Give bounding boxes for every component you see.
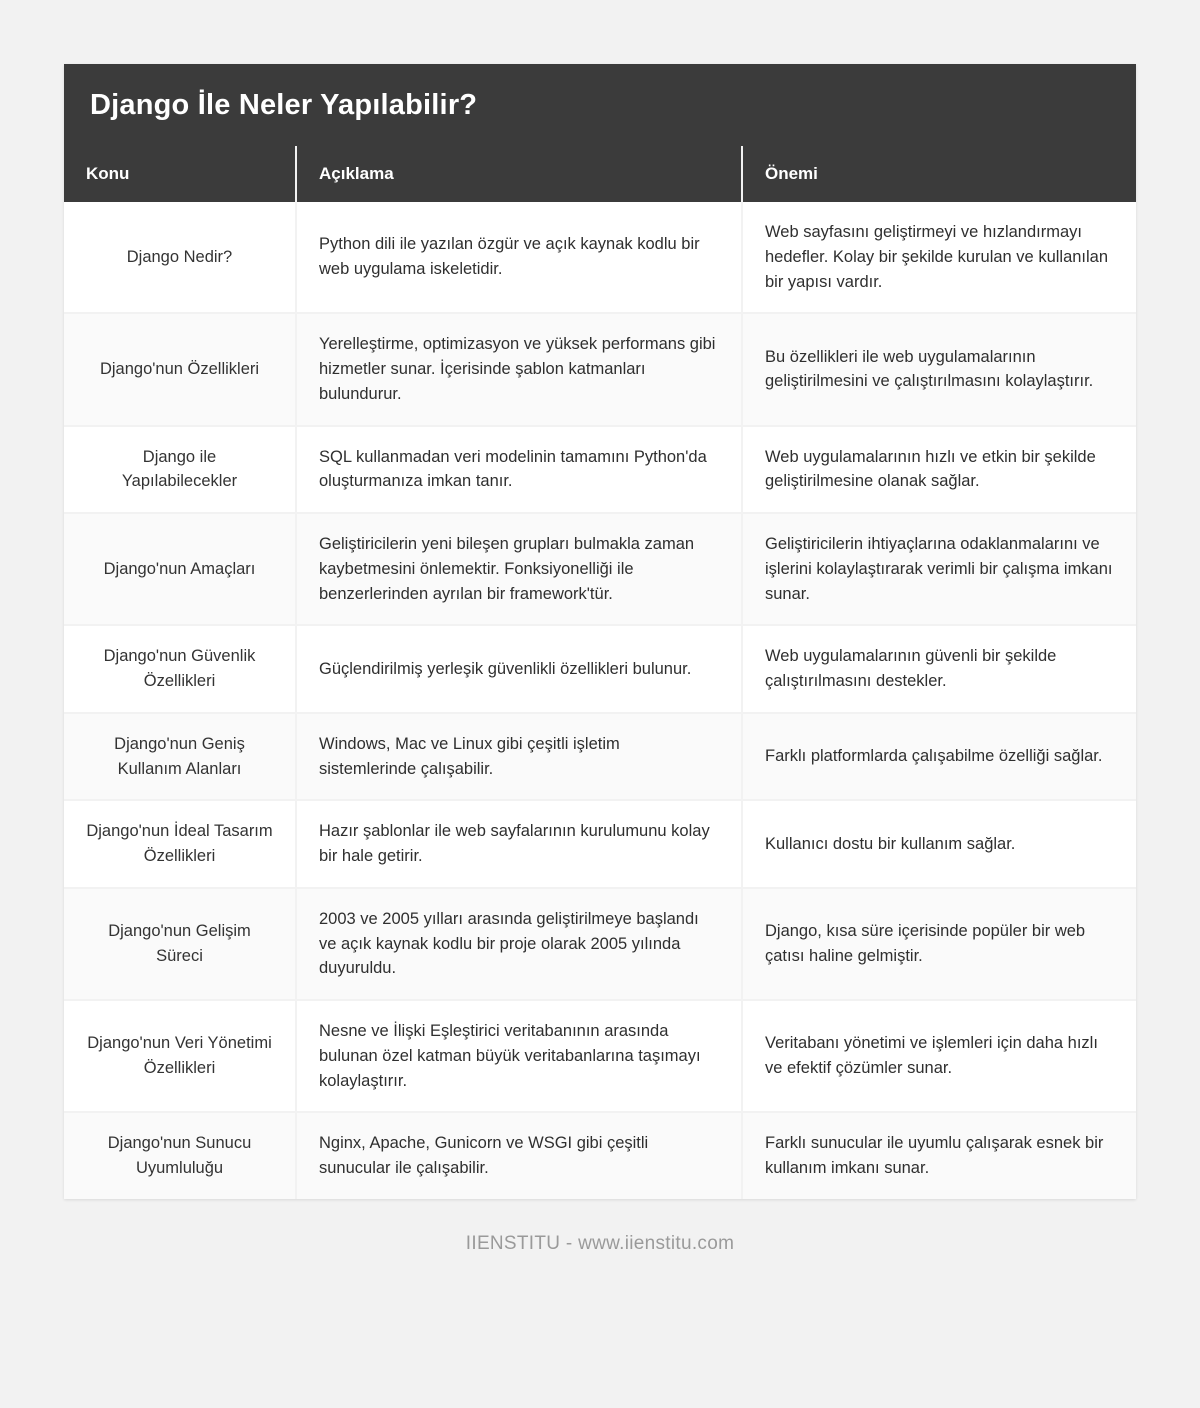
cell-onemi: Web uygulamalarının hızlı ve etkin bir şekilde geliştirilmesine olanak sağlar. [742, 426, 1136, 514]
cell-onemi: Geliştiricilerin ihtiyaçlarına odaklanmalarını ve işlerini kolaylaştırarak verimli bir çalışma imkanı sunar. [742, 513, 1136, 625]
cell-konu: Django'nun Güvenlik Özellikleri [64, 625, 296, 713]
cell-konu: Django'nun Geniş Kullanım Alanları [64, 713, 296, 801]
table-row [64, 426, 1136, 514]
cell-onemi: Veritabanı yönetimi ve işlemleri için daha hızlı ve efektif çözümler sunar. [742, 1000, 1136, 1112]
column-header-onemi: Önemi [742, 146, 1136, 202]
cell-konu: Django'nun Sunucu Uyumluluğu [64, 1112, 296, 1199]
cell-onemi: Farklı platformlarda çalışabilme özelliği sağlar. [742, 713, 1136, 801]
cell-onemi: Web sayfasını geliştirmeyi ve hızlandırmayı hedefler. Kolay bir şekilde kurulan ve kullanılan bir yapısı vardır. [742, 202, 1136, 313]
cell-aciklama: Hazır şablonlar ile web sayfalarının kurulumunu kolay bir hale getirir. [296, 800, 742, 888]
table-row [64, 888, 1136, 1000]
footer-attribution: IIENSTITU - www.iienstitu.com [465, 1232, 735, 1254]
cell-konu: Django'nun İdeal Tasarım Özellikleri [64, 800, 296, 888]
cell-onemi: Kullanıcı dostu bir kullanım sağlar. [742, 800, 1136, 888]
info-table-card [64, 64, 1136, 1199]
column-header-konu: Konu [64, 146, 296, 202]
cell-konu: Django'nun Amaçları [64, 513, 296, 625]
cell-onemi: Bu özellikleri ile web uygulamalarının geliştirilmesini ve çalıştırılmasını kolaylaştırır. [742, 313, 1136, 425]
cell-aciklama: Geliştiricilerin yeni bileşen grupları bulmakla zaman kaybetmesini önlemektir. Fonksiyonelliği ile benzerlerinden ayrılan bir framework'tür. [296, 513, 742, 625]
cell-aciklama: Yerelleştirme, optimizasyon ve yüksek performans gibi hizmetler sunar. İçerisinde şablon katmanları bulundurur. [296, 313, 742, 425]
cell-aciklama: Nesne ve İlişki Eşleştirici veritabanının arasında bulunan özel katman büyük veritabanlarına taşımayı kolaylaştırır. [296, 1000, 742, 1112]
table-row [64, 625, 1136, 713]
cell-aciklama: SQL kullanmadan veri modelinin tamamını Python'da oluşturmanıza imkan tanır. [296, 426, 742, 514]
cell-onemi: Web uygulamalarının güvenli bir şekilde çalıştırılmasını destekler. [742, 625, 1136, 713]
cell-onemi: Django, kısa süre içerisinde popüler bir web çatısı haline gelmiştir. [742, 888, 1136, 1000]
cell-aciklama: Python dili ile yazılan özgür ve açık kaynak kodlu bir web uygulama iskeletidir. [296, 202, 742, 313]
column-header-aciklama: Açıklama [296, 146, 742, 202]
cell-aciklama: 2003 ve 2005 yılları arasında geliştirilmeye başlandı ve açık kaynak kodlu bir proje olarak 2005 yılında duyuruldu. [296, 888, 742, 1000]
page-title-bar [64, 64, 1136, 146]
table-row [64, 513, 1136, 625]
cell-aciklama: Güçlendirilmiş yerleşik güvenlikli özellikleri bulunur. [296, 625, 742, 713]
cell-aciklama: Windows, Mac ve Linux gibi çeşitli işletim sistemlerinde çalışabilir. [296, 713, 742, 801]
cell-konu: Django'nun Gelişim Süreci [64, 888, 296, 1000]
table-row [64, 1112, 1136, 1199]
cell-konu: Django'nun Veri Yönetimi Özellikleri [64, 1000, 296, 1112]
table-header-row [64, 146, 1136, 202]
table-row [64, 202, 1136, 313]
django-features-table [64, 146, 1136, 1199]
cell-konu: Django Nedir? [64, 202, 296, 313]
table-row [64, 713, 1136, 801]
table-body [64, 202, 1136, 1199]
table-row [64, 800, 1136, 888]
cell-konu: Django'nun Özellikleri [64, 313, 296, 425]
table-head [64, 146, 1136, 202]
table-row [64, 313, 1136, 425]
cell-konu: Django ile Yapılabilecekler [64, 426, 296, 514]
cell-onemi: Farklı sunucular ile uyumlu çalışarak esnek bir kullanım imkanı sunar. [742, 1112, 1136, 1199]
cell-aciklama: Nginx, Apache, Gunicorn ve WSGI gibi çeşitli sunucular ile çalışabilir. [296, 1112, 742, 1199]
table-row [64, 1000, 1136, 1112]
page-title: Django İle Neler Yapılabilir? [90, 88, 478, 121]
